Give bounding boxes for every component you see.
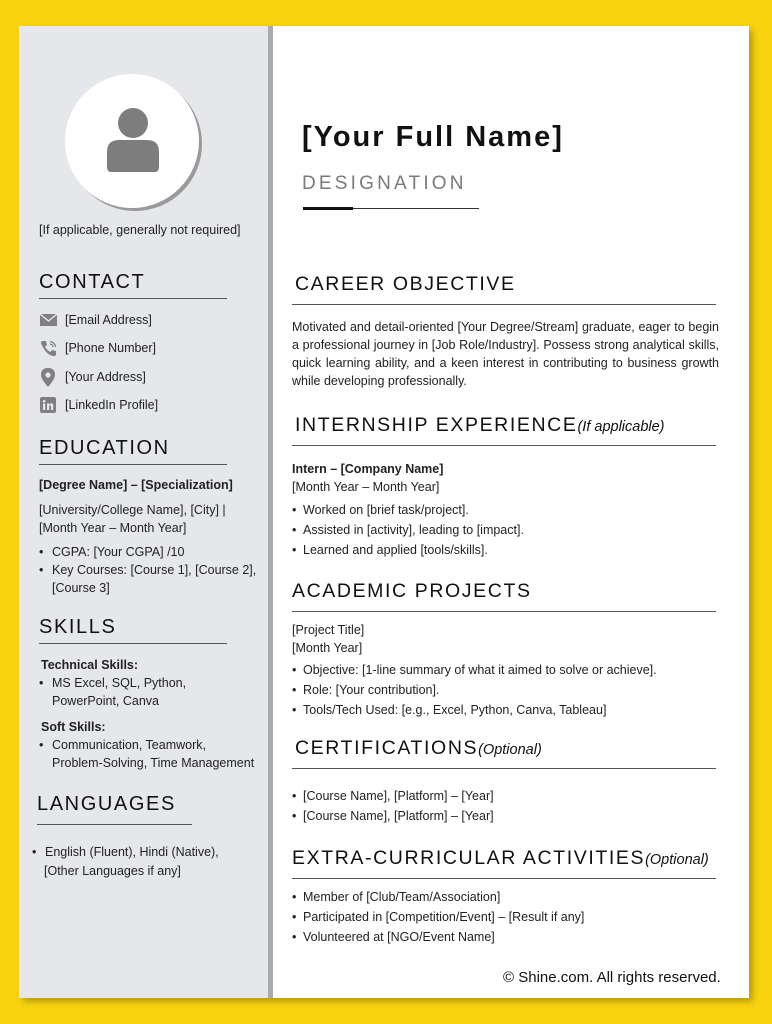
languages-list <box>32 843 219 861</box>
soft-skills-cont: Problem-Solving, Time Management <box>52 756 255 770</box>
list-item: • CGPA: [Your CGPA] /10 <box>39 543 256 561</box>
list-item: • MS Excel, SQL, Python, <box>39 674 186 692</box>
soft-skills-list <box>39 736 206 754</box>
user-icon <box>107 108 159 172</box>
name-underline-accent <box>303 207 353 210</box>
list-item: • Key Courses: [Course 1], [Course 2], <box>39 561 256 579</box>
internship-rule <box>292 445 716 446</box>
extracurricular-heading-note: (Optional) <box>645 852 709 868</box>
extracurricular-rule <box>292 878 716 879</box>
technical-skills-list <box>39 674 186 692</box>
contact-heading: CONTACT <box>39 271 146 293</box>
career-objective-text: Motivated and detail-oriented [Your Degree/Stream] graduate, eager to begin a professional journey in [Job Role/Industry]. Possess strong analytical skills, quick learning ability, and a keen interest in contributing to business growth while developing professionally. <box>292 320 719 388</box>
list-item: • Communication, Teamwork, <box>39 736 206 754</box>
internship-role: Intern – [Company Name] <box>292 462 444 476</box>
languages-rule <box>37 824 192 825</box>
list-item: • Participated in [Competition/Event] – [Result if any] <box>292 907 584 927</box>
projects-rule <box>292 611 716 612</box>
list-item: • English (Fluent), Hindi (Native), <box>32 843 219 861</box>
internship-heading: INTERNSHIP EXPERIENCE(If applicable) <box>295 414 665 436</box>
designation: DESIGNATION <box>302 173 467 194</box>
contact-phone: [Phone Number] <box>39 339 156 357</box>
list-item: • Role: [Your contribution]. <box>292 680 657 700</box>
technical-skills-label: Technical Skills: <box>41 658 139 672</box>
career-objective-rule <box>292 304 716 305</box>
project-date: [Month Year] <box>292 641 363 655</box>
list-item: • Tools/Tech Used: [e.g., Excel, Python, Canva, Tableau] <box>292 700 657 720</box>
education-rule <box>39 464 227 465</box>
languages-heading: LANGUAGES <box>37 793 176 815</box>
project-title: [Project Title] <box>292 623 365 637</box>
languages-cont: [Other Languages if any] <box>44 864 181 878</box>
linkedin-icon <box>39 396 57 414</box>
soft-skills-label: Soft Skills: <box>41 720 106 734</box>
list-item: • Member of [Club/Team/Association] <box>292 887 584 907</box>
career-objective-heading: CAREER OBJECTIVE <box>295 273 516 295</box>
list-item: • [Course Name], [Platform] – [Year] <box>292 806 494 826</box>
education-degree: [Degree Name] – [Specialization] <box>39 478 233 492</box>
list-item: • Worked on [brief task/project]. <box>292 500 524 520</box>
projects-heading: ACADEMIC PROJECTS <box>292 580 532 602</box>
extracurricular-bullets <box>292 887 584 947</box>
list-item: • Objective: [1-line summary of what it aimed to solve or achieve]. <box>292 660 657 680</box>
avatar <box>65 74 199 208</box>
project-bullets <box>292 660 657 720</box>
contact-email: [Email Address] <box>39 311 152 329</box>
list-item: • Assisted in [activity], leading to [impact]. <box>292 520 524 540</box>
extracurricular-heading: EXTRA-CURRICULAR ACTIVITIES(Optional) <box>292 847 709 869</box>
full-name: [Your Full Name] <box>302 121 564 153</box>
certifications-bullets <box>292 786 494 826</box>
internship-bullets <box>292 500 524 560</box>
skills-rule <box>39 643 227 644</box>
contact-rule <box>39 298 227 299</box>
technical-skills-cont: PowerPoint, Canva <box>52 694 160 708</box>
education-bullets <box>39 543 256 579</box>
internship-heading-note: (If applicable) <box>577 419 665 435</box>
skills-heading: SKILLS <box>39 616 117 638</box>
location-pin-icon <box>39 368 57 386</box>
copyright: © Shine.com. All rights reserved. <box>503 969 721 986</box>
contact-linkedin: [LinkedIn Profile] <box>39 396 158 414</box>
list-item: • Volunteered at [NGO/Event Name] <box>292 927 584 947</box>
education-course-cont: [Course 3] <box>52 581 110 595</box>
list-item: • [Course Name], [Platform] – [Year] <box>292 786 494 806</box>
resume-page <box>19 26 749 998</box>
certifications-heading: CERTIFICATIONS(Optional) <box>295 737 542 759</box>
phone-icon <box>39 339 57 357</box>
internship-dates: [Month Year – Month Year] <box>292 480 440 494</box>
certifications-rule <box>292 768 716 769</box>
sidebar-divider <box>268 26 273 998</box>
envelope-icon <box>39 311 57 329</box>
avatar-note: [If applicable, generally not required] <box>39 223 241 237</box>
education-institution: [University/College Name], [City] | <box>39 503 226 517</box>
certifications-heading-note: (Optional) <box>478 742 542 758</box>
education-dates: [Month Year – Month Year] <box>39 521 187 535</box>
list-item: • Learned and applied [tools/skills]. <box>292 540 524 560</box>
contact-address: [Your Address] <box>39 368 146 386</box>
education-heading: EDUCATION <box>39 437 170 459</box>
